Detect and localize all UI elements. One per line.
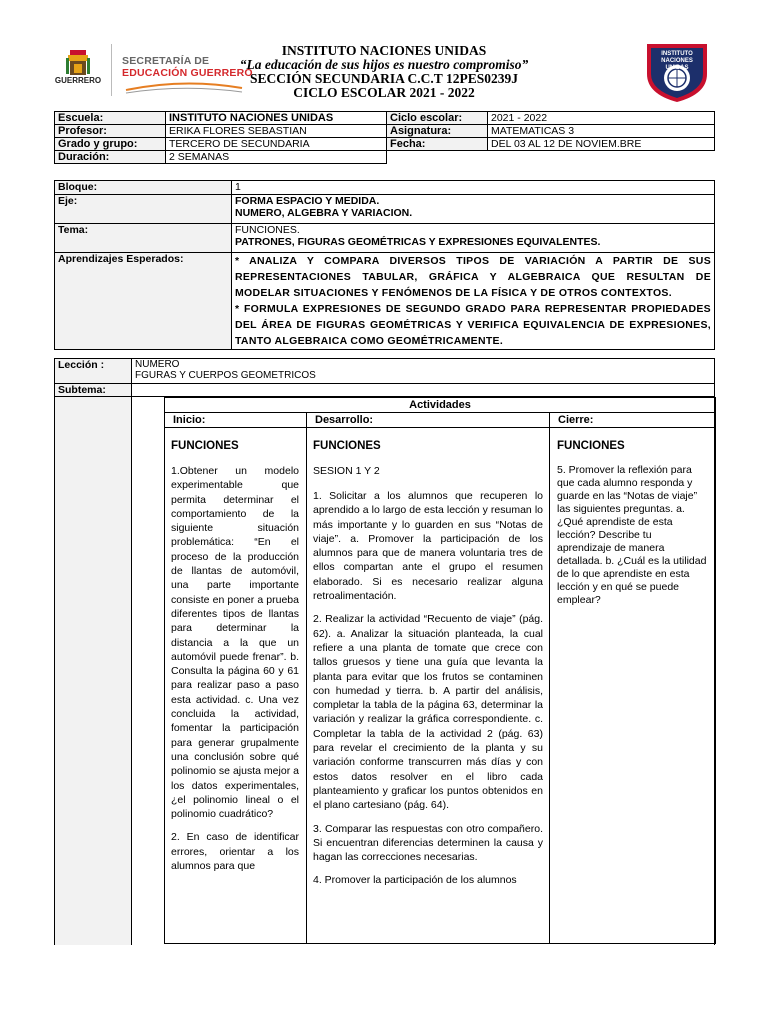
desarrollo-paragraph-1: 1. Solicitar a los alumnos que recuperen lo aprendido a lo largo de esta lección y resuman lo más importante y lo guarden en sus “Notas de viaje”. a. Promover la participación de los alumnos para que de manera voluntaria tres de ellos compartan ante el grupo el resumen elaborado. Si es necesario realizar alguna retroalimentación.: [313, 490, 543, 603]
desarrollo-session: SESION 1 Y 2: [313, 465, 380, 477]
school-motto: “La educación de sus hijos es nuestro compromiso”: [239, 57, 529, 72]
aprendizajes-label: Aprendizajes Esperados:: [55, 252, 232, 349]
eje-label: Eje:: [55, 194, 232, 223]
inicio-text: [171, 464, 299, 882]
column-divider-2: [549, 413, 550, 943]
desarrollo-title: FUNCIONES: [313, 440, 381, 452]
inicio-paragraph-2: 2. En caso de identificar errores, orientar a los alumnos para que: [171, 831, 299, 873]
bloque-label: Bloque:: [55, 181, 232, 195]
desarrollo-paragraph-2: 2. Realizar la actividad “Recuento de viaje” (pág. 62). a. Analizar la situación planteada, la cual refiere a una planta de tomate que crece con tallos gruesos y tiene una guía que levanta la planta para evitar que los frutos se contaminen con humedad y tierra. b. A partir del análisis, completar la tabla de la página 63, determinar la variación y realizar la gráfica correspondiente. c. Completar la tabla de la actividad 2 (pág. 63) para revelar el crecimiento de la planta y su variación conforme transcurren más días y con estos datos resolver en el libro cada planteamiento y graficar los puntos obtenidos en el plano cartesiano (pág. 64).: [313, 613, 543, 812]
teacher-value: ERIKA FLORES SEBASTIAN: [166, 125, 387, 138]
school-label: Escuela:: [55, 112, 166, 125]
aprendizaje-2: * FORMULA EXPRESIONES DE SEGUNDO GRADO PARA REPRESENTAR PROPIEDADES DEL ÁREA DE FIGURAS GEOMÉTRICAS Y VERIFICA EQUIVALENCIA DE EXPRESIONES, TANTO ALGEBRAICA COMO GEOMÉTRICAMENTE.: [235, 302, 711, 347]
eje-line1: FORMA ESPACIO Y MEDIDA.: [235, 194, 380, 207]
grade-value: TERCERO DE SECUNDARIA: [166, 138, 387, 151]
desarrollo-header: Desarrollo:: [307, 413, 550, 428]
secretaria-line1: SECRETARÍA DE: [122, 55, 210, 67]
guerrero-logo: [50, 48, 106, 88]
inicio-header: Inicio:: [165, 413, 306, 428]
activities-table: [164, 397, 716, 944]
activities-title: Actividades: [165, 398, 715, 413]
aprendizaje-1: * ANALIZA Y COMPARA DIVERSOS TIPOS DE VARIACIÓN A PARTIR DE SUS REPRESENTACIONES TABULAR, GRÁFICA Y ALGEBRAICA QUE RESULTAN DE MODELAR SITUACIONES Y FENÓMENOS DE LA FÍSICA Y DE OTROS CONTEXTOS.: [235, 254, 711, 299]
cierre-title: FUNCIONES: [557, 440, 625, 452]
secretaria-swoosh: [124, 80, 244, 96]
desarrollo-text: [313, 489, 543, 897]
duration-value: 2 SEMANAS: [166, 151, 387, 164]
cycle-value: 2021 - 2022: [488, 112, 715, 125]
duration-label: Duración:: [55, 151, 166, 164]
info-table: [54, 111, 715, 164]
guerrero-logo-text: GUERRERO: [54, 76, 102, 85]
secretaria-line2: EDUCACIÓN GUERRERO: [122, 67, 253, 79]
leccion-line2: FGURAS Y CUERPOS GEOMETRICOS: [135, 370, 316, 381]
block-table: [54, 180, 715, 350]
column-divider-1: [306, 413, 307, 943]
leccion-line1: NUMERO: [135, 359, 180, 370]
inicio-paragraph-1: 1.Obtener un modelo experimentable que permita determinar el comportamiento de la siguiente situación problemática: “En el proceso de la producción de llantas de automóvil, una parte importante consiste en poner a prueba diferentes tipos de llantas para determinar la distancia a la que un automóvil puede frenar”. b. Consulta la página 60 y 61 para realizar paso a paso esta actividad. c. Una vez concluida la actividad, fomentar la participación para generar grupalmente una conclusión sobre qué polinomio se ajusta mejor a los datos experimentales, ¿el polinomio lineal o el polinomio cuadrático?: [171, 465, 299, 821]
desarrollo-paragraph-4: 4. Promover la participación de los alumnos: [313, 874, 517, 887]
date-label: Fecha:: [387, 138, 488, 151]
institute-name: INSTITUTO NACIONES UNIDAS: [281, 43, 487, 58]
subtema-label: Subtema:: [55, 384, 132, 397]
section-code: SECCIÓN SECUNDARIA C.C.T 12PES0239J: [250, 71, 518, 86]
eje-line2: NUMERO, ALGEBRA Y VARIACION.: [235, 207, 413, 219]
subject-label: Asignatura:: [387, 125, 488, 138]
grade-label: Grado y grupo:: [55, 138, 166, 151]
leccion-label: Lección :: [55, 359, 132, 384]
bloque-value: 1: [232, 181, 715, 195]
date-value: DEL 03 AL 12 DE NOVIEM.BRE: [488, 138, 715, 151]
cierre-text: [557, 464, 707, 616]
cycle-label: Ciclo escolar:: [387, 112, 488, 125]
tema-line1: FUNCIONES.: [235, 223, 300, 236]
cierre-paragraph-1: 5. Promover la reflexión para que cada alumno responda y guarde en las “Notas de viaje” las siguientes preguntas. a. ¿Qué aprendiste de esta lección? Describe tu aprendizaje de manera detallada. b. ¿Cuál es la utilidad de lo que aprendiste en esta lección y en qué se puede emplear?: [557, 464, 707, 606]
subject-value: MATEMATICAS 3: [488, 125, 715, 138]
logo-divider: [111, 44, 112, 96]
tema-line2: PATRONES, FIGURAS GEOMÉTRICAS Y EXPRESIONES EQUIVALENTES.: [235, 236, 601, 248]
tema-label: Tema:: [55, 223, 232, 252]
teacher-label: Profesor:: [55, 125, 166, 138]
school-value: INSTITUTO NACIONES UNIDAS: [166, 112, 387, 125]
school-shield-logo: [643, 40, 711, 104]
shield-text: INSTITUTO NACIONES UNIDAS: [661, 51, 693, 71]
lesson-body-left: [55, 397, 132, 946]
school-cycle: CICLO ESCOLAR 2021 - 2022: [293, 85, 475, 100]
cierre-header: Cierre:: [550, 413, 715, 428]
inicio-title: FUNCIONES: [171, 440, 239, 452]
desarrollo-paragraph-3: 3. Comparar las respuestas con otro compañero. Si encuentran diferencias determinen la causa y hagan las correcciones necesarias.: [313, 822, 543, 864]
